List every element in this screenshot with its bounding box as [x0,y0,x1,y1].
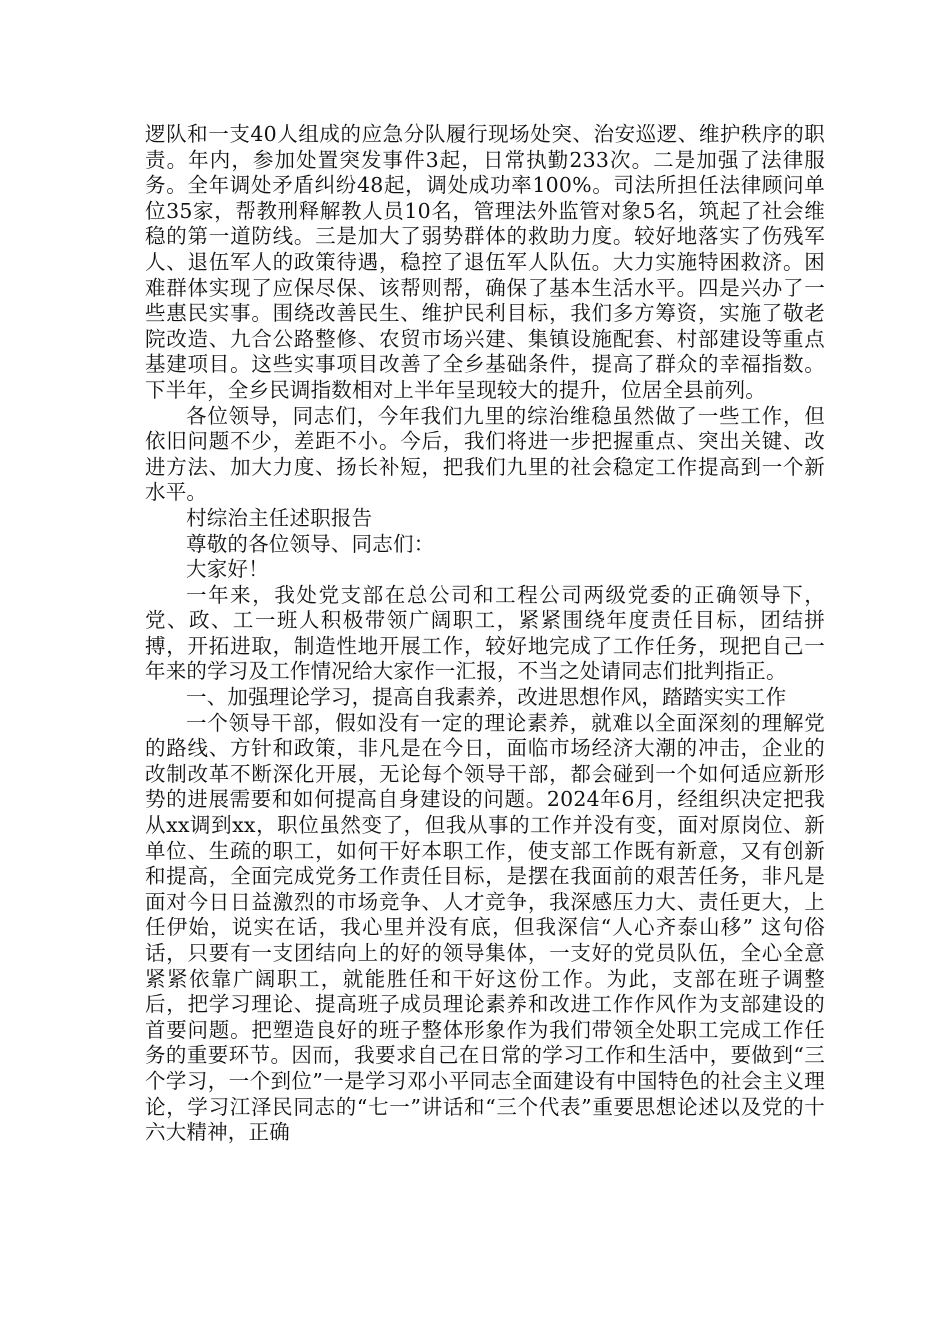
paragraph-closing-remarks: 各位领导，同志们，今年我们九里的综治维稳虽然做了一些工作，但依旧问题不少，差距不小。今后，我们将进一步把握重点、突出关键、改进方法、加大力度、扬长补短，把我们九里的社会稳定工作提高到一个新水平。 [145,403,825,505]
greeting: 大家好！ [186,557,269,582]
salutation: 尊敬的各位领导、同志们： [186,531,435,556]
paragraph-theory-study: 一个领导干部，假如没有一定的理论素养，就难以全面深刻的理解党的路线、方针和政策，非凡是在今日，面临市场经济大潮的冲击，企业的改制改革不断深化开展，无论每个领导干部，都会碰到一个如何适应新形势的进展需要和如何提高自身建设的问题。2024年6月，经组织决定把我从xx调到xx，职位虽然变了，但我从事的工作并没有变，面对原岗位、新单位、生疏的职工，如何干好本职工作，使支部工作既有新意，又有创新和提高，全面完成党务工作责任目标，是摆在我面前的艰苦任务，非凡是面对今日日益激烈的市场竞争、人才竞争，我深感压力大、责任更大，上任伊始，说实在话，我心里并没有底，但我深信“人心齐泰山移” 这句俗话，只要有一支团结向上的好的领导集体，一支好的党员队伍，全心全意紧紧依靠广阔职工，就能胜任和干好这份工作。为此，支部在班子调整后，把学习理论、提高班子成员理论素养和改进工作作风作为支部建设的首要问题。把塑造良好的班子整体形象作为我们带领全处职工完成工作任务的重要环节。因而，我要求自己在日常的学习工作和生活中，要做到“三个学习，一个到位”一是学习邓小平同志全面建设有中国特色的社会主义理论，学习江泽民同志的“七一”讲话和“三个代表”重要思想论述以及党的十六大精神，正确 [145,710,825,1145]
paragraph-comprehensive-governance-work: 逻队和一支40人组成的应急分队履行现场处突、治安巡逻、维护秩序的职责。年内，参加处置突发事件3起，日常执勤233次。二是加强了法律服务。全年调处矛盾纠纷48起，调处成功率100%。司法所担任法律顾问单位35家，帮教刑释解教人员10名，管理法外监管对象5名，筑起了社会维稳的第一道防线。三是加大了弱势群体的救助力度。较好地落实了伤残军人、退伍军人的政策待遇，稳控了退伍军人队伍。大力实施特困救济。困难群体实现了应保尽保、该帮则帮，确保了基本生活水平。四是兴办了一些惠民实事。围绕改善民生、维护民利目标，我们多方筹资，实施了敬老院改造、九合公路整修、农贸市场兴建、集镇设施配套、村部建设等重点基建项目。这些实事项目改善了全乡基础条件，提高了群众的幸福指数。下半年，全乡民调指数相对上半年呈现较大的提升，位居全县前列。 [145,122,825,402]
document-body [145,122,825,1146]
report-title: 村综治主任述职报告 [186,505,373,530]
paragraph-introduction: 一年来，我处党支部在总公司和工程公司两级党委的正确领导下，党、政、工一班人积极带领广阔职工，紧紧围绕年度责任目标，团结拼搏，开拓进取，制造性地开展工作，较好地完成了工作任务，现把自己一年来的学习及工作情况给大家作一汇报，不当之处请同志们批判指正。 [145,582,825,684]
section-heading-theory-study: 一、加强理论学习，提高自我素养，改进思想作风，踏踏实实工作 [186,685,787,710]
